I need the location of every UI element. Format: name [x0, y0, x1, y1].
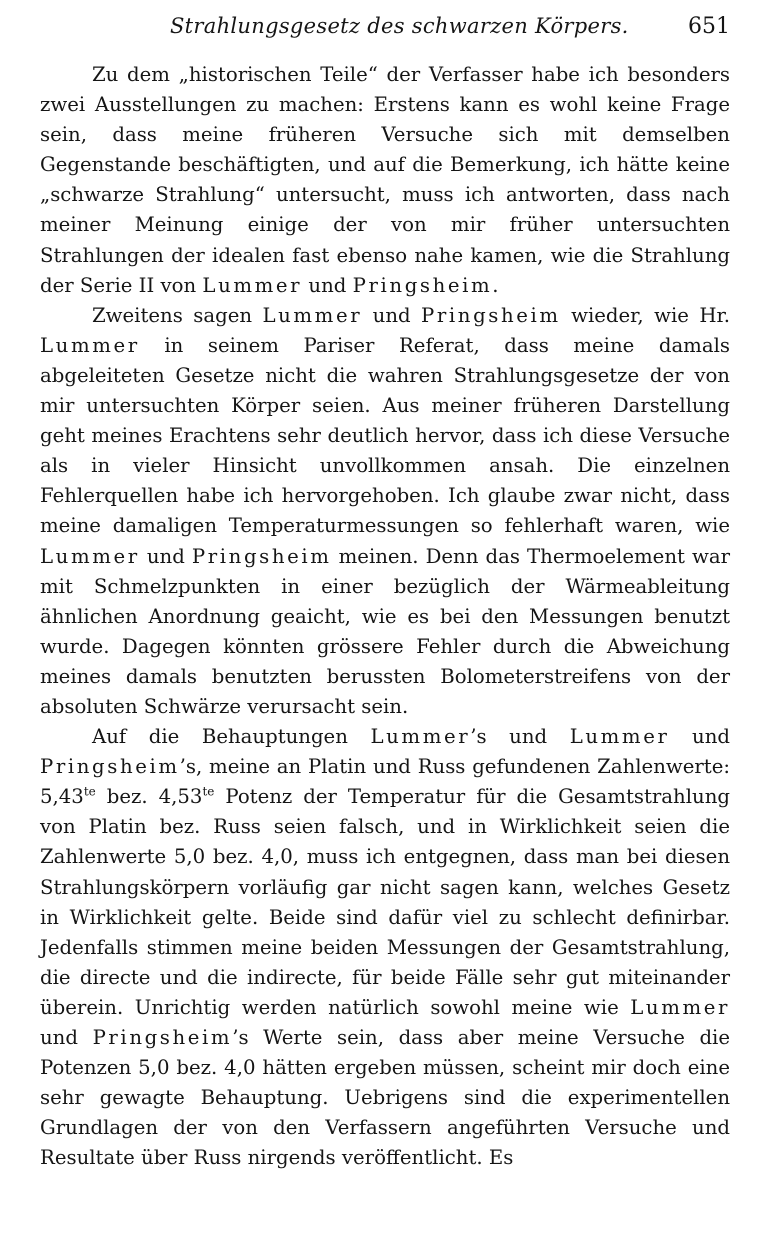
running-head — [40, 14, 730, 46]
text-segment: und — [139, 544, 192, 568]
text-segment: wieder, wie Hr. — [560, 303, 730, 327]
paragraph-second-objection — [40, 301, 730, 722]
text-segment: ’s und — [470, 725, 570, 749]
text-segment: bez. 4,53 — [95, 785, 203, 809]
author-name-pringsheim: Pringsheim — [92, 1026, 233, 1049]
paragraph-exponent-values — [40, 722, 730, 1173]
text-segment: meinen. Denn das Thermoelement war mit Schmelzpunkten in einer bezüglich der Wärmeableitung ähnlichen Anordnung geaicht, wie es bei den Messungen benutzt wurde. Dagegen könnten grössere Fehler durch die Abweichung meines damals benutzten berussten Bolometerstreifens von der absoluten Schwärze verursacht sein. — [40, 544, 730, 718]
author-name-pringsheim: Pringsheim — [191, 544, 332, 568]
author-name-lummer: Lummer — [40, 544, 140, 568]
text-segment: Zweitens sagen — [92, 303, 263, 327]
author-name-pringsheim: Pringsheim — [352, 273, 493, 297]
author-name-lummer: Lummer — [569, 725, 670, 749]
text-segment: Zu dem „historischen Teile“ der Verfasser habe ich besonders zwei Ausstellungen zu machen: Erstens kann es wohl keine Frage sein, dass meine früheren Versuche sich mit demselben Gegenstande beschäftigten, und auf die Bemerkung, ich hätte keine „schwarze Strahlung“ untersucht, muss ich antworten, dass nach meiner Meinung einige der von mir früher untersuchten Strahlungen der idealen fast ebenso nahe kamen, wie die Strahlung der Serie II von — [40, 63, 730, 297]
body-text — [40, 60, 730, 1173]
running-title: Strahlungsgesetz des schwarzen Körpers. — [170, 14, 629, 38]
text-segment: und — [362, 303, 422, 327]
author-name-pringsheim: Pringsheim — [421, 303, 561, 327]
text-segment: in seinem Pariser Referat, dass meine damals abgeleiteten Gesetze nicht die wahren Strahlungsgesetze der von mir untersuchten Körper seien. Aus meiner früheren Darstellung geht meines Erachtens sehr deutlich hervor, dass ich diese Versuche als in vieler Hinsicht unvollkommen ansah. Die einzelnen Fehlerquellen habe ich hervorgehoben. Ich glaube zwar nicht, dass meine damaligen Temperaturmessungen so fehlerhaft waren, wie — [40, 333, 730, 538]
author-name-lummer: Lummer — [40, 333, 140, 357]
author-name-lummer: Lummer — [202, 273, 303, 297]
page-number: 651 — [688, 14, 730, 39]
author-name-lummer: Lummer — [370, 725, 471, 749]
text-segment: und — [669, 725, 730, 749]
text-segment: und — [302, 273, 353, 297]
text-segment: ’s, meine an Platin und Russ gefundenen Zahlenwerte: 5,43 — [40, 755, 730, 809]
ordinal-superscript: te — [202, 784, 215, 799]
text-segment: ’s Werte sein, dass aber meine Versuche die Potenzen 5,0 bez. 4,0 hätten ergeben müssen, scheint mir doch eine sehr gewagte Behauptung. Uebrigens sind die experimentellen Grundlagen der von den Verfassern angeführten Versuche und Resultate über Russ nirgends veröffentlicht. Es — [40, 1026, 730, 1170]
text-segment: Potenz der Temperatur für die Gesamtstrahlung von Platin bez. Russ seien falsch, und in Wirklichkeit seien die Zahlenwerte 5,0 bez. 4,0, muss ich entgegnen, dass man bei diesen Strahlungskörpern vorläufig gar nicht sagen kann, welches Gesetz in Wirklichkeit gelte. Beide sind dafür viel zu schlecht definirbar. Jedenfalls stimmen meine beiden Messungen der Gesamtstrahlung, die directe und die indirecte, für beide Fälle sehr gut miteinander überein. Unrichtig werden natürlich sowohl meine wie — [40, 785, 730, 1019]
text-segment: und — [40, 1026, 93, 1049]
author-name-lummer: Lummer — [262, 303, 363, 327]
text-segment: . — [492, 273, 499, 297]
ordinal-superscript: te — [83, 784, 96, 799]
text-segment: Auf die Behauptungen — [92, 725, 371, 749]
author-name-pringsheim: Pringsheim — [40, 755, 180, 779]
paragraph-historical-part — [40, 60, 730, 301]
author-name-lummer: Lummer — [630, 995, 730, 1019]
